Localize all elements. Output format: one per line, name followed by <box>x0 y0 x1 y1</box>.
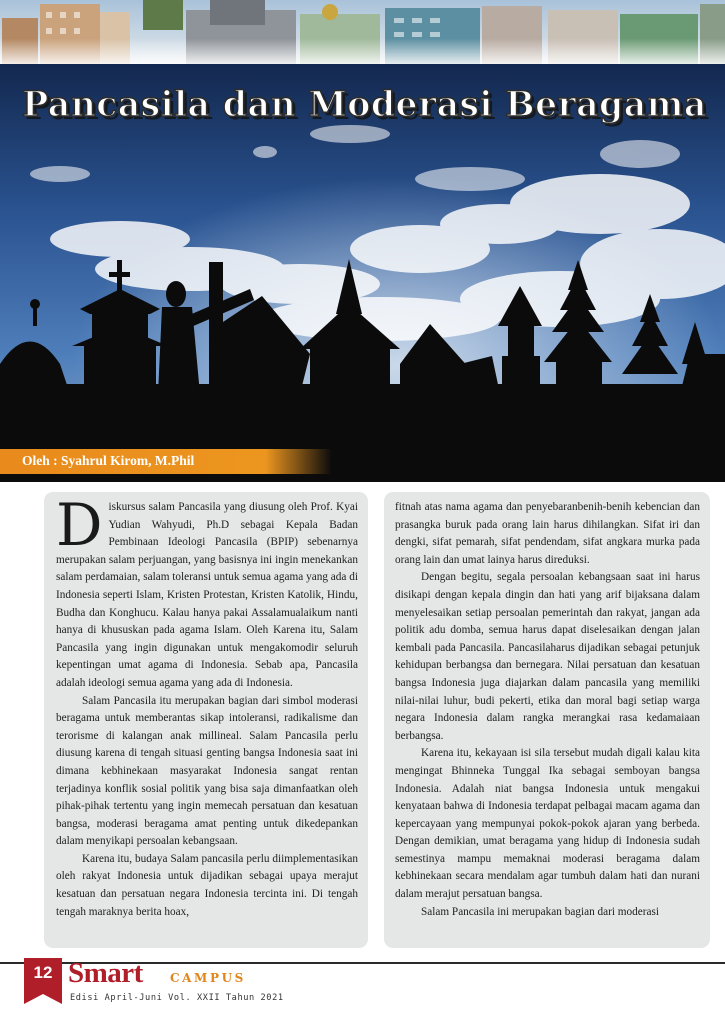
author-bar <box>0 449 332 474</box>
paragraph: Karena itu, kekayaan isi sila tersebut mudah digali kalau kita mengingat Bhinneka Tunggal Ika sebagai semboyan bangsa Indonesia. Adalah niat bangsa Indonesia untuk mengakui kenyataan bahwa di Indonesia terdapat pelbagai macam agama dan kepercayaan yang mempunyai pokok-pokok ajaran yang berbeda. Dengan demikian, umat beragama yang hidup di Indonesia sudah semestinya mampu memaknai moderasi beragama dalam kebhinekaan secara mendalam agar tumbuh dalam hati dan nurani dalam merajut persatuan bangsa. <box>395 747 700 901</box>
paragraph-text: iskursus salam Pancasila yang diusung oleh Prof. Kyai Yudian Wahyudi, Ph.D sebagai Kepala Badan Pembinaan Ideologi Pancasila (BPIP) sebenarnya merupakan salam perjuangan, yang basisnya ini ingin menekankan salam perdamaian, salam toleransi untuk semua agama yang ada di Indonesia seperti Islam, Kristen Protestan, Kristen Katolik, Hindu, Budha dan Konghucu. Kalau hanya pakai Assalamualaikum nanti hanya di khususkan pada agama Islam. Oleh Karena itu, Salam Pancasila yang ingin digunakan untuk mengakomodir seluruh kepentingan umat agama di Indonesia. Sebab apa, Pancasila adalah ideologi semua agama yang ada di Indonesia. <box>56 501 358 689</box>
brand-logo-campus: CAMPUS <box>170 971 246 985</box>
page-number: 12 <box>33 963 53 982</box>
paragraph: Dengan begitu, segala persoalan kebangsaan saat ini harus disikapi dengan kepala dingin dan hati yang arif bijaksana dalam menyelesaikan setiap persoalan pemerintah dan rakyat, jangan ada politik adu domba, semua harus dapat diselesaikan dengan jalan kembali pada Pancasila. Pancasilaharus dijadikan sebagai petunjuk kehidupan berbangsa dan bernegara. Nilai persatuan dan kesatuan bangsa Indonesia juga diajarkan dalam pancasila yang memiliki nilai-nilai luhur, budi pekerti, etika dan moral bagi setiap warga negara Indonesia dalam rangka merangkai rasa kedamaiaan berbangsa. <box>395 571 700 742</box>
author-byline: Oleh : Syahrul Kirom, M.Phil <box>22 453 195 468</box>
brand-logo-smart: Smart <box>68 957 143 989</box>
paragraph: fitnah atas nama agama dan penyebaranbenih-benih kebencian dan prasangka buruk pada orang lain harus dihilangkan. Sifat iri dan dengki, sifat pemarah, sifat pendendam, sifat angkara murka pada orang lain dan umat lainya harus direduksi. <box>395 501 700 566</box>
paragraph <box>56 492 358 693</box>
paragraph: Salam Pancasila ini merupakan bagian dari moderasi <box>421 905 660 918</box>
article-column-right <box>384 492 710 948</box>
article-title: Pancasila dan Moderasi Beragama <box>22 84 707 125</box>
hero-image <box>0 64 725 482</box>
paragraph: Karena itu, budaya Salam pancasila perlu diimplementasikan oleh rakyat Indonesia untuk dijadikan sebagai upaya merajut kesatuan dan persatuan negara Indonesia tercinta ini. Di tengah tengah maraknya berita hoax, <box>56 852 358 918</box>
article-column-left <box>44 492 368 948</box>
header-photo-strip <box>0 0 725 64</box>
edition-info: Edisi April-Juni Vol. XXII Tahun 2021 <box>70 993 284 1003</box>
drop-cap: D <box>56 492 103 559</box>
paragraph: Salam Pancasila itu merupakan bagian dari simbol moderasi beragama untuk memberantas sikap intoleransi, radikalisme dan terorisme di kalangan anak millineal. Salam Pancasila perlu diusung karena di tengah situasi genting bangsa Indonesia saat ini dimana kebhinekaan masyarakat Indonesia sangat rentan terjadinya konflik sosial politik yang bisa saja dimanfaatkan oleh pihak-pihak tertentu yang ingin memecah persatuan dan kesatuan bangsa, moderasi beragama amat penting untuk dikedepankan dalam menyikapi persoalan kebangsaan. <box>56 694 358 848</box>
